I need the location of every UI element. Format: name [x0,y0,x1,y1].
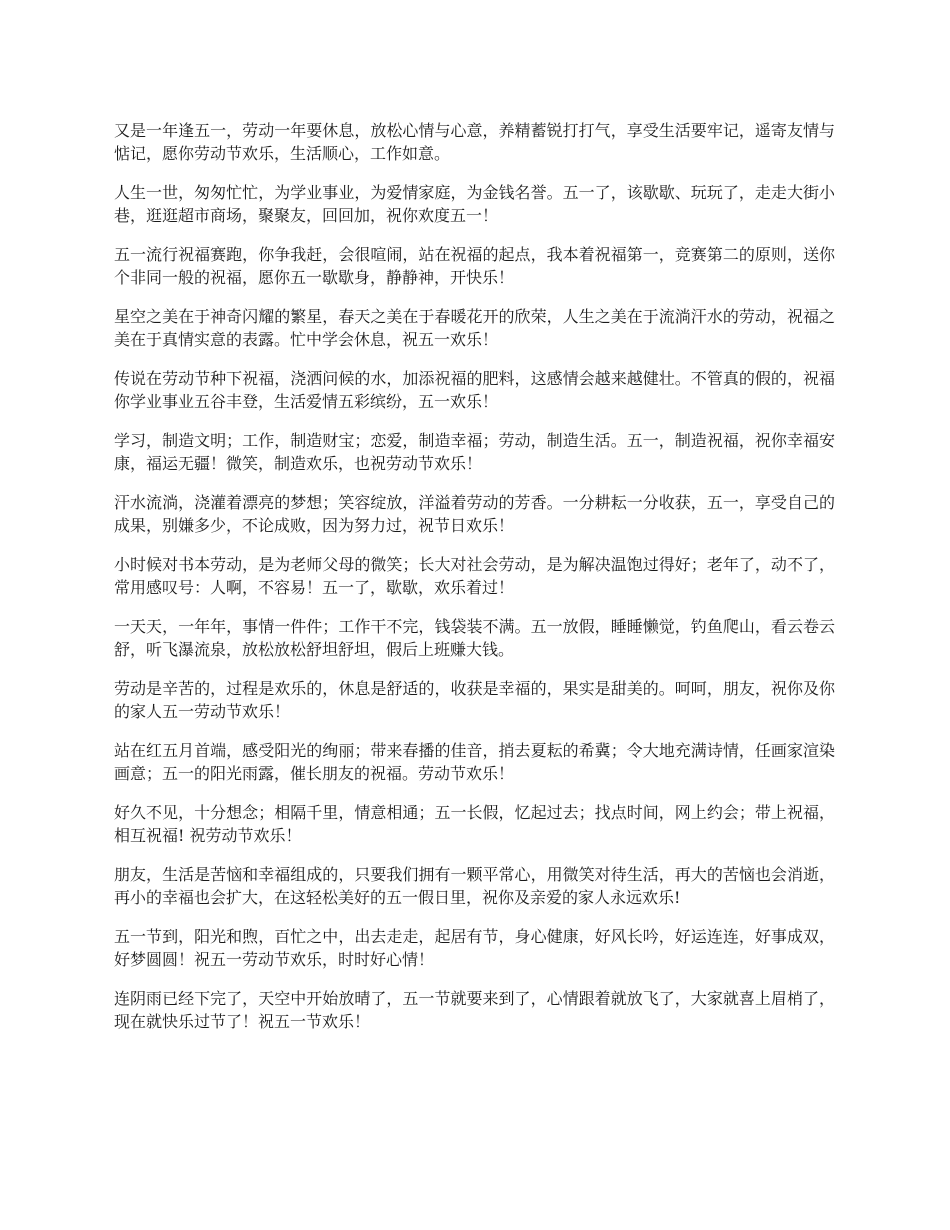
paragraph-3: 五一流行祝福赛跑，你争我赶，会很喧闹，站在祝福的起点，我本着祝福第一，竞赛第二的原则，送你个非同一般的祝福，愿你五一歇歇身，静静神，开快乐！ [114,245,835,287]
paragraph-12: 好久不见，十分想念；相隔千里，情意相通；五一长假，忆起过去；找点时间，网上约会；带上祝福，相互祝福! 祝劳动节欢乐！ [114,803,835,845]
paragraph-1: 又是一年逢五一，劳动一年要休息，放松心情与心意，养精蓄锐打打气，享受生活要牢记，遥寄友情与惦记，愿你劳动节欢乐，生活顺心，工作如意。 [114,121,835,163]
paragraph-14: 五一节到，阳光和煦，百忙之中，出去走走，起居有节，身心健康，好风长吟，好运连连，好事成双，好梦圆圆！祝五一劳动节欢乐，时时好心情！ [114,927,835,969]
paragraph-15: 连阴雨已经下完了，天空中开始放晴了，五一节就要来到了，心情跟着就放飞了，大家就喜上眉梢了，现在就快乐过节了！祝五一节欢乐！ [114,989,835,1031]
paragraph-8: 小时候对书本劳动，是为老师父母的微笑；长大对社会劳动，是为解决温饱过得好；老年了，动不了，常用感叹号：人啊，不容易！五一了，歇歇，欢乐着过！ [114,555,835,597]
document-body [114,119,835,1049]
paragraph-10: 劳动是辛苦的，过程是欢乐的，休息是舒适的，收获是幸福的，果实是甜美的。呵呵，朋友，祝你及你的家人五一劳动节欢乐！ [114,679,835,721]
paragraph-13: 朋友，生活是苦恼和幸福组成的，只要我们拥有一颗平常心，用微笑对待生活，再大的苦恼也会消逝，再小的幸福也会扩大，在这轻松美好的五一假日里，祝你及亲爱的家人永远欢乐! [114,865,835,907]
paragraph-7: 汗水流淌，浇灌着漂亮的梦想；笑容绽放，洋溢着劳动的芳香。一分耕耘一分收获，五一，享受自己的成果，别嫌多少，不论成败，因为努力过，祝节日欢乐！ [114,493,835,535]
paragraph-11: 站在红五月首端，感受阳光的绚丽；带来春播的佳音，捎去夏耘的希冀；令大地充满诗情，任画家渲染画意；五一的阳光雨露，催长朋友的祝福。劳动节欢乐！ [114,741,835,783]
paragraph-6: 学习，制造文明；工作，制造财宝；恋爱，制造幸福；劳动，制造生活。五一，制造祝福，祝你幸福安康，福运无疆！微笑，制造欢乐，也祝劳动节欢乐！ [114,431,835,473]
paragraph-2: 人生一世，匆匆忙忙，为学业事业，为爱情家庭，为金钱名誉。五一了，该歇歇、玩玩了，走走大街小巷，逛逛超市商场，聚聚友，回回加，祝你欢度五一！ [114,183,835,225]
paragraph-4: 星空之美在于神奇闪耀的繁星，春天之美在于春暖花开的欣荣，人生之美在于流淌汗水的劳动，祝福之美在于真情实意的表露。忙中学会休息，祝五一欢乐！ [114,307,835,349]
paragraph-9: 一天天，一年年，事情一件件；工作干不完，钱袋装不满。五一放假，睡睡懒觉，钓鱼爬山，看云卷云舒，听飞瀑流泉，放松放松舒坦舒坦，假后上班赚大钱。 [114,617,835,659]
paragraph-5: 传说在劳动节种下祝福，浇洒问候的水，加添祝福的肥料，这感情会越来越健壮。不管真的假的，祝福你学业事业五谷丰登，生活爱情五彩缤纷，五一欢乐！ [114,369,835,411]
